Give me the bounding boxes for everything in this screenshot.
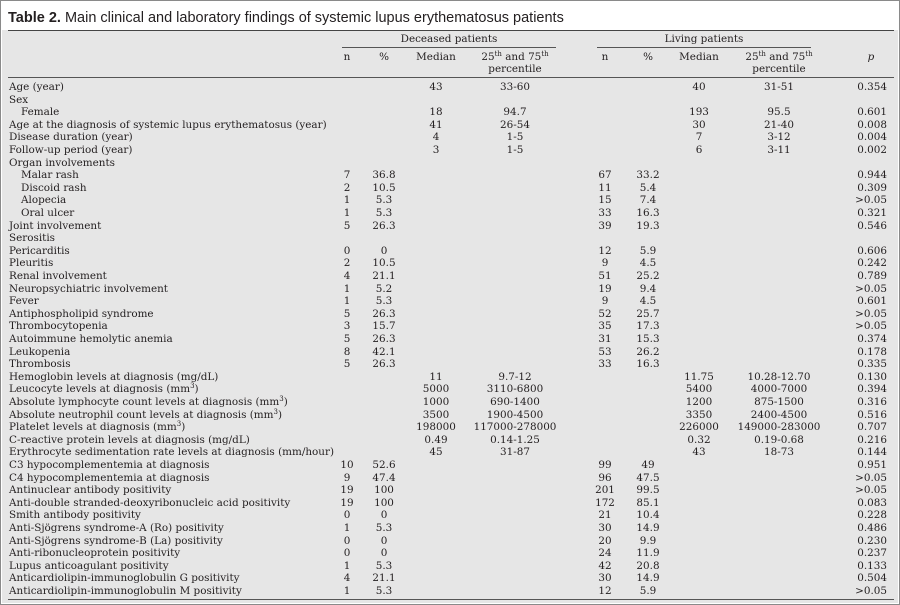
living-percentile-cell: 95.5 [767,106,791,119]
row-label: Smith antibody positivity [9,509,141,522]
living-n-header: n [601,51,609,63]
deceased-percentile-cell: 0.14-1.25 [490,433,540,446]
row-label: Thrombocytopenia [9,320,108,333]
row-label: Age (year) [9,81,64,93]
deceased-n-cell: 1 [343,295,351,308]
p-value-cell: 0.228 [857,509,887,522]
p-value-cell: >0.05 [855,282,887,295]
living-percentile-cell: 21-40 [764,118,794,131]
p-value-cell: 0.707 [857,421,887,434]
p-value-cell: 0.144 [857,446,887,459]
row-label: Anti-Sjögrens syndrome-B (La) positivity [9,534,223,547]
deceased-percentile-cell: 3110-6800 [486,383,544,396]
living-percentile-cell: 0.19-0.68 [754,433,804,446]
row-label: Organ involvements [9,156,116,169]
deceased-percent-cell: 5.2 [375,282,393,295]
table-caption: Main clinical and laboratory findings of systemic lupus erythematosus patients [64,10,564,26]
p-value-cell: 0.951 [857,459,887,471]
row-label: Serositis [9,232,55,245]
p-value-cell: 0.504 [857,572,887,585]
p-value-cell: 0.789 [857,270,887,282]
table-title [8,7,564,29]
deceased-percent-cell: 26.3 [372,307,396,320]
deceased-median-cell: 11 [429,370,443,383]
deceased-percentile-cell: 1900-4500 [486,408,544,421]
living-percent-cell: 9.9 [639,534,657,547]
living-n-cell: 9 [601,257,609,270]
living-percent-cell: 15.3 [636,333,660,345]
p-value-cell: 0.321 [857,207,887,219]
living-percent-cell: 5.4 [639,181,657,194]
deceased-percent-cell: 52.6 [372,459,396,471]
living-n-cell: 30 [598,572,612,585]
living-percentile-cell: 3-12 [767,131,791,144]
p-value-cell: 0.216 [857,433,887,446]
deceased-median-cell: 1000 [422,396,450,408]
deceased-n-cell: 1 [343,585,351,597]
row-label: Anticardiolipin-immunoglobulin G positivity [9,572,240,585]
deceased-median-cell: 18 [429,106,443,119]
p-value-cell: >0.05 [855,320,887,333]
row-label: Alopecia [21,194,67,207]
deceased-n-cell: 2 [343,181,351,194]
living-median-cell: 43 [692,446,706,459]
deceased-n-cell: 5 [343,307,351,320]
deceased-n-cell: 0 [343,244,351,257]
row-label: Anti-Sjögrens syndrome-A (Ro) positivity [9,522,224,534]
row-label: Anti-double stranded-deoxyribonucleic acid positivity [9,496,291,509]
living-percent-cell: 4.5 [639,257,657,270]
p-value-cell: 0.008 [857,118,887,131]
deceased-n-cell: 19 [340,496,354,509]
living-percent-cell: 16.3 [636,207,660,219]
living-percent-cell: 49 [641,459,655,471]
row-label: Renal involvement [9,270,107,282]
deceased-n-cell: 19 [340,484,354,497]
p-value-cell: 0.004 [857,131,887,144]
deceased-percent-cell: 100 [374,496,394,509]
living-percent-cell: 4.5 [639,295,657,308]
row-label: Absolute neutrophil count levels at diagnosis $(mm^3)$ [9,407,283,421]
deceased-percentile-header: 25th and 75th percentile [481,50,549,75]
deceased-percent-cell: 36.8 [372,169,396,182]
living-n-cell: 42 [598,559,612,572]
living-n-cell: 172 [595,496,615,509]
deceased-percent-cell: 21.1 [372,270,396,282]
row-label: Pleuritis [9,257,54,270]
row-label: Oral ulcer [21,207,75,219]
table-number: Table 2. [8,10,61,26]
deceased-percent-header: % [379,51,389,63]
row-label: C4 hypocomplementemia at diagnosis [9,471,210,484]
deceased-percentile-cell: 31-87 [500,446,530,459]
p-value-header: p [867,51,875,63]
living-percent-header: % [643,51,653,63]
living-percent-cell: 25.7 [636,307,660,320]
p-value-cell: 0.178 [857,345,887,358]
deceased-percentile-cell: 1-5 [506,131,524,144]
living-n-cell: 24 [598,547,612,560]
deceased-median-cell: 41 [429,118,443,131]
row-label: Leucocyte levels at diagnosis $(mm^3)$ [9,382,199,396]
deceased-n-cell: 1 [343,194,351,207]
deceased-n-cell: 5 [343,333,351,345]
deceased-n-header: n [343,51,351,63]
bottom-rule [8,599,894,600]
row-label: Follow-up period (year) [9,144,133,156]
row-label: Absolute lymphocyte count levels at diagnosis $(mm^3)$ [9,395,288,408]
deceased-percent-cell: 5.3 [375,194,393,207]
deceased-median-header: Median [416,51,456,63]
living-group-header: Living patients [664,33,744,45]
deceased-percent-cell: 5.3 [375,559,393,572]
living-n-cell: 96 [598,471,612,484]
living-n-cell: 21 [598,509,612,522]
p-value-cell: >0.05 [855,471,887,484]
deceased-median-cell: 198000 [416,421,456,434]
top-rule [8,30,894,31]
living-percent-cell: 14.9 [636,522,660,534]
deceased-percent-cell: 5.3 [375,295,393,308]
deceased-n-cell: 5 [343,219,351,232]
row-label: Leukopenia [9,345,71,358]
deceased-percent-cell: 100 [374,484,394,497]
living-percent-cell: 9.4 [639,282,657,295]
p-value-cell: 0.516 [857,408,887,421]
deceased-percent-cell: 10.5 [372,257,396,270]
living-n-cell: 99 [598,459,612,471]
deceased-n-cell: 3 [343,320,351,333]
deceased-median-cell: 3500 [422,408,450,421]
p-value-cell: >0.05 [855,307,887,320]
living-n-cell: 30 [598,522,612,534]
living-percent-cell: 11.9 [636,547,660,560]
living-percentile-cell: 2400-4500 [750,408,808,421]
living-percentile-cell: 149000-283000 [737,421,821,434]
p-value-cell: 0.394 [857,383,887,396]
p-value-cell: >0.05 [855,484,887,497]
deceased-percent-cell: 5.3 [375,585,393,597]
p-value-cell: 0.606 [857,244,887,257]
deceased-percentile-cell: 117000-278000 [473,421,557,434]
deceased-n-cell: 8 [343,345,351,358]
living-percentile-cell: 875-1500 [754,396,804,408]
deceased-percentile-cell: 26-54 [500,118,530,131]
p-value-cell: 0.601 [857,295,887,308]
living-percent-cell: 19.3 [636,219,660,232]
p-value-cell: 0.002 [857,144,887,156]
p-value-cell: 0.083 [857,496,887,509]
p-value-cell: 0.309 [857,181,887,194]
living-n-cell: 33 [598,358,612,371]
living-median-cell: 0.32 [687,433,711,446]
p-value-cell: >0.05 [855,194,887,207]
p-value-cell: 0.486 [857,522,887,534]
deceased-percent-cell: 21.1 [372,572,396,585]
living-percent-cell: 25.2 [636,270,660,282]
row-label: Anti-ribonucleoprotein positivity [9,547,181,560]
deceased-n-cell: 10 [340,459,354,471]
p-value-cell: 0.335 [857,358,887,371]
row-label: Pericarditis [9,244,70,257]
deceased-percent-cell: 0 [380,547,388,560]
deceased-percent-cell: 26.3 [372,333,396,345]
living-percent-cell: 85.1 [636,496,660,509]
deceased-n-cell: 7 [343,169,351,182]
row-label: C3 hypocomplementemia at diagnosis [9,459,210,471]
deceased-n-cell: 0 [343,534,351,547]
header-bottom-rule [8,77,894,78]
deceased-n-cell: 0 [343,547,351,560]
deceased-group-underline [342,47,556,48]
living-median-cell: 6 [695,144,703,156]
deceased-n-cell: 1 [343,282,351,295]
living-n-cell: 11 [598,181,612,194]
row-label: Disease duration (year) [9,131,133,144]
living-n-cell: 35 [598,320,612,333]
deceased-median-cell: 0.49 [424,433,448,446]
living-n-cell: 12 [598,244,612,257]
living-median-cell: 226000 [679,421,719,434]
living-percent-cell: 47.5 [636,471,660,484]
deceased-n-cell: 2 [343,257,351,270]
living-n-cell: 201 [595,484,615,497]
p-value-cell: 0.230 [857,534,887,547]
living-median-header: Median [679,51,719,63]
deceased-percent-cell: 0 [380,534,388,547]
p-value-cell: 0.133 [857,559,887,572]
living-n-cell: 39 [598,219,612,232]
living-median-cell: 193 [689,106,709,119]
row-label: Age at the diagnosis of systemic lupus erythematosus (year) [9,118,327,131]
deceased-percent-cell: 5.3 [375,207,393,219]
living-n-cell: 52 [598,307,612,320]
row-label: Thrombosis [9,358,71,371]
living-percent-cell: 33.2 [636,169,660,182]
deceased-median-cell: 3 [432,144,440,156]
row-label: C-reactive protein levels at diagnosis (mg/dL) [9,433,250,446]
row-label: Autoimmune hemolytic anemia [9,333,173,345]
deceased-median-cell: 5000 [422,383,450,396]
row-label: Platelet levels at diagnosis $(mm^3)$ [9,420,186,434]
row-label: Fever [9,295,39,308]
deceased-percent-cell: 10.5 [372,181,396,194]
row-label: Joint involvement [9,219,102,232]
deceased-percent-cell: 0 [380,244,388,257]
living-median-cell: 7 [695,131,703,144]
living-percentile-cell: 3-11 [767,144,791,156]
living-median-cell: 3350 [685,408,713,421]
deceased-n-cell: 1 [343,522,351,534]
living-percent-cell: 26.2 [636,345,660,358]
living-median-cell: 11.75 [684,370,714,383]
deceased-median-cell: 4 [432,131,440,144]
living-n-cell: 15 [598,194,612,207]
deceased-percentile-cell: 690-1400 [490,396,540,408]
deceased-percent-cell: 47.4 [372,471,396,484]
living-percentile-cell: 10.28-12.70 [747,370,811,383]
living-percent-cell: 5.9 [639,244,657,257]
row-label: Sex [9,93,29,106]
living-percent-cell: 10.4 [636,509,660,522]
row-label: Erythrocyte sedimentation rate levels at diagnosis (mm/hour) [9,446,334,459]
p-value-cell: 0.601 [857,106,887,119]
deceased-percent-cell: 0 [380,509,388,522]
living-percent-cell: 7.4 [639,194,657,207]
living-n-cell: 12 [598,585,612,597]
deceased-percent-cell: 26.3 [372,358,396,371]
deceased-n-cell: 4 [343,270,351,282]
p-value-cell: >0.05 [855,585,887,597]
living-percent-cell: 20.8 [636,559,660,572]
deceased-group-header: Deceased patients [400,33,498,45]
deceased-n-cell: 0 [343,509,351,522]
deceased-percentile-cell: 9.7-12 [498,370,532,383]
living-n-cell: 31 [598,333,612,345]
deceased-percent-cell: 26.3 [372,219,396,232]
deceased-median-cell: 43 [429,81,443,93]
living-median-cell: 1200 [685,396,713,408]
living-median-cell: 40 [692,81,706,93]
deceased-percent-cell: 42.1 [372,345,396,358]
living-n-cell: 53 [598,345,612,358]
living-percent-cell: 99.5 [636,484,660,497]
p-value-cell: 0.374 [857,333,887,345]
row-label: Hemoglobin levels at diagnosis (mg/dL) [9,370,219,383]
deceased-n-cell: 4 [343,572,351,585]
row-label: Malar rash [21,169,79,182]
living-n-cell: 51 [598,270,612,282]
living-n-cell: 67 [598,169,612,182]
row-label: Anticardiolipin-immunoglobulin M positivity [9,585,242,597]
deceased-n-cell: 9 [343,471,351,484]
row-label: Antiphospholipid syndrome [9,307,154,320]
living-percentile-header: 25th and 75th percentile [745,50,813,75]
living-percent-cell: 17.3 [636,320,660,333]
living-percent-cell: 16.3 [636,358,660,371]
deceased-percentile-cell: 1-5 [506,144,524,156]
living-percentile-cell: 18-73 [764,446,794,459]
deceased-n-cell: 1 [343,559,351,572]
living-n-cell: 9 [601,295,609,308]
row-label: Neuropsychiatric involvement [9,282,168,295]
p-value-cell: 0.354 [857,81,887,93]
living-n-cell: 20 [598,534,612,547]
row-label: Female [21,106,60,119]
living-percent-cell: 5.9 [639,585,657,597]
living-percent-cell: 14.9 [636,572,660,585]
living-percentile-cell: 31-51 [764,81,794,93]
living-median-cell: 5400 [685,383,713,396]
p-value-cell: 0.242 [857,257,887,270]
p-value-cell: 0.546 [857,219,887,232]
row-label: Discoid rash [21,181,87,194]
deceased-percentile-cell: 33-60 [500,81,530,93]
p-value-cell: 0.316 [857,396,887,408]
p-value-cell: 0.130 [857,370,887,383]
p-value-cell: 0.237 [857,547,887,560]
deceased-n-cell: 1 [343,207,351,219]
row-label: Antinuclear antibody positivity [9,484,172,497]
row-label: Lupus anticoagulant positivity [9,559,169,572]
deceased-percent-cell: 15.7 [372,320,396,333]
living-percentile-cell: 4000-7000 [750,383,808,396]
living-n-cell: 33 [598,207,612,219]
deceased-percentile-cell: 94.7 [503,106,527,119]
living-group-underline [597,47,811,48]
living-n-cell: 19 [598,282,612,295]
deceased-n-cell: 5 [343,358,351,371]
deceased-percent-cell: 5.3 [375,522,393,534]
living-median-cell: 30 [692,118,706,131]
p-value-cell: 0.944 [857,169,887,182]
deceased-median-cell: 45 [429,446,443,459]
